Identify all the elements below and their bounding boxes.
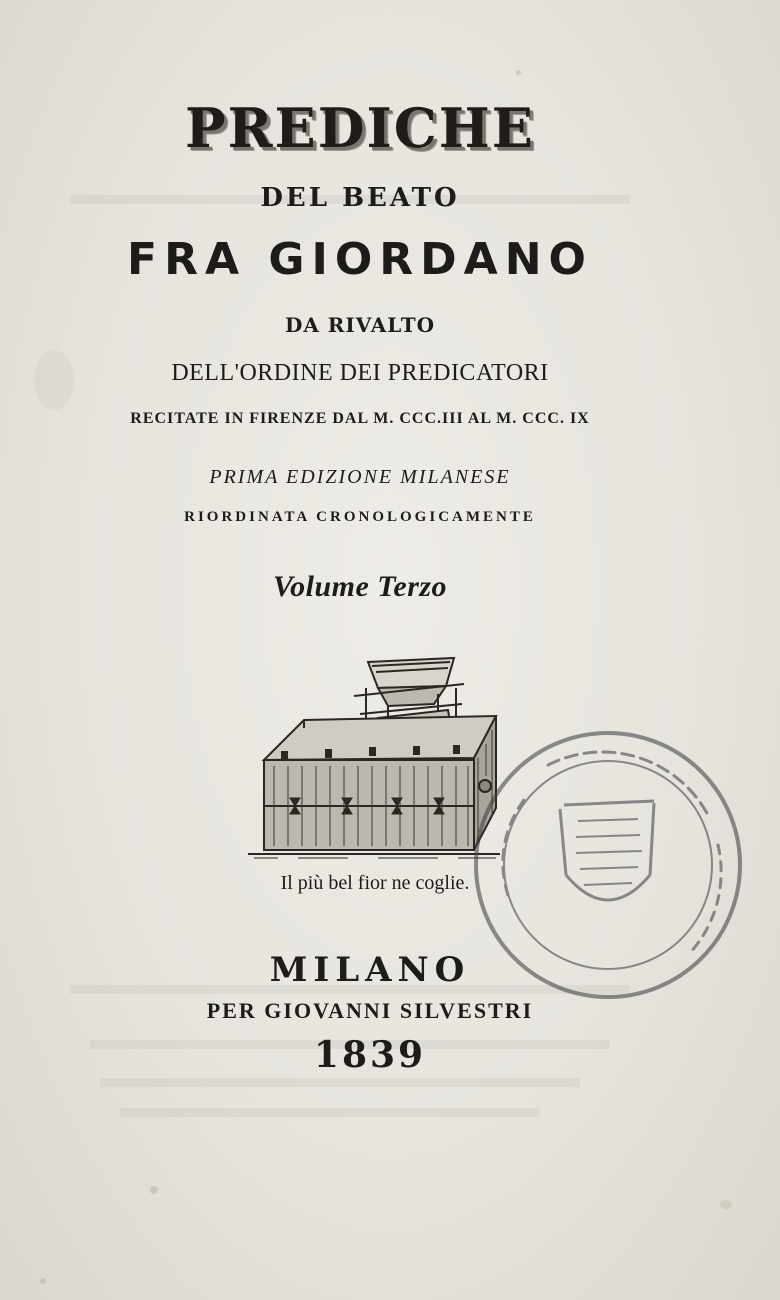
foxing-spot bbox=[40, 1278, 46, 1284]
show-through-line bbox=[100, 1078, 580, 1087]
imprint-city: MILANO bbox=[269, 950, 471, 990]
vignette-motto: Il più bel fior ne coglie. bbox=[280, 872, 470, 894]
author-name: FRA GIORDANO bbox=[127, 234, 593, 285]
edition-statement: PRIMA EDIZIONE MILANESE bbox=[209, 466, 511, 488]
show-through-line bbox=[120, 1108, 540, 1117]
book-title: PREDICHE bbox=[185, 96, 535, 160]
imprint-year: 1839 bbox=[313, 1034, 427, 1076]
recitation-dates: RECITATE IN FIRENZE DAL M. CCC.III AL M. CCC. IX bbox=[130, 410, 590, 427]
author-origin: DA RIVALTO bbox=[284, 313, 436, 337]
foxing-spot bbox=[150, 1186, 158, 1194]
arrangement-statement: RIORDINATA CRONOLOGICAMENTE bbox=[184, 509, 536, 525]
foxing-spot bbox=[516, 70, 521, 75]
foxing-spot bbox=[720, 1200, 732, 1209]
volume-label: Volume Terzo bbox=[272, 570, 448, 603]
imprint-publisher: PER GIOVANNI SILVESTRI bbox=[206, 998, 534, 1023]
title-subline: DEL BEATO bbox=[260, 183, 460, 213]
religious-order: DELL'ORDINE DEI PREDICATORI bbox=[171, 360, 549, 386]
